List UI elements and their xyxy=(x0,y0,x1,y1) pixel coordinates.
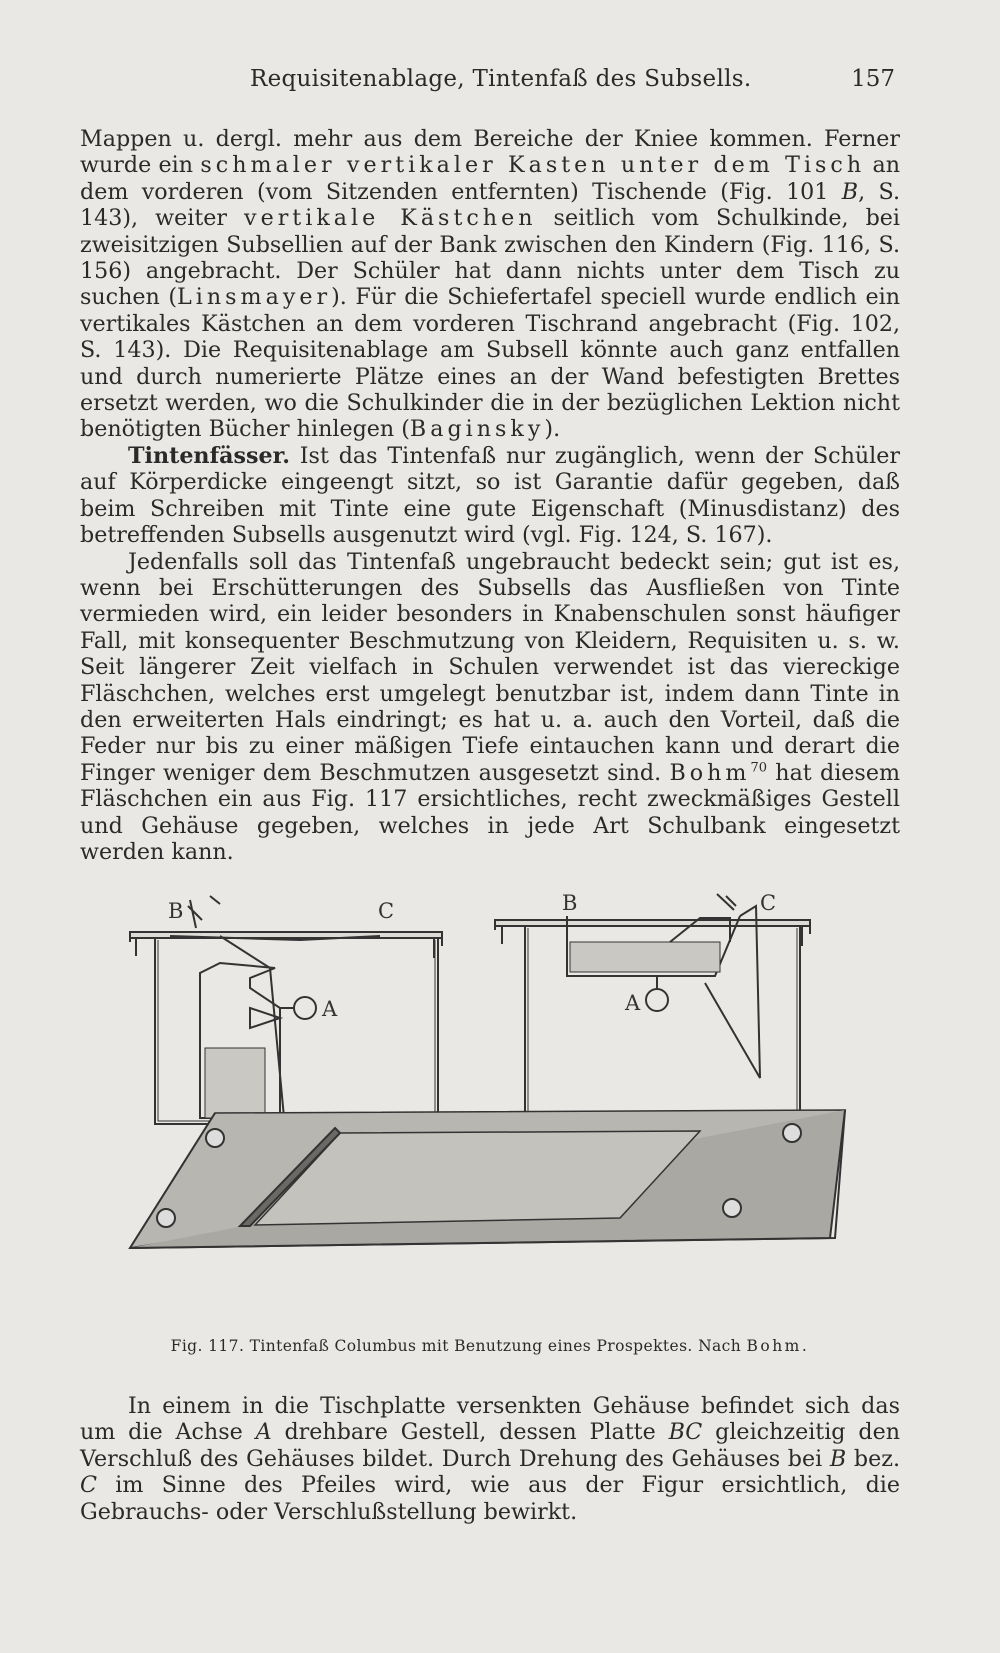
text-run: seitlich vom Schulkinde, bei zweisitzigen Subsellien auf der Bank zwischen den Kindern (Fig. 116, S. 156) angebracht. Der Schüler hat dann nichts unter dem Tisch zu suchen ( xyxy=(80,205,901,311)
label-b-right: B xyxy=(562,891,578,915)
label-a-right: A xyxy=(625,991,641,1015)
running-title: Requisitenablage, Tintenfaß des Subsells. xyxy=(250,66,752,92)
paragraph-requisitenablage xyxy=(80,126,900,443)
label-b-left: B xyxy=(168,899,184,923)
inkwell-plate-topview xyxy=(130,1110,845,1248)
caption-author: Bohm. xyxy=(746,1337,810,1355)
spaced-term: schmaler vertikaler Kasten unter dem Tisch xyxy=(200,152,866,179)
paragraph-gehaeuse xyxy=(80,1393,900,1525)
author-name: Bohm xyxy=(669,759,751,786)
text-run: hat diesem Fläschchen ein aus Fig. 117 ersichtliches, recht zweckmäßiges Gestell und Gehäuse gegeben, welches in jede Art Schulbank eingesetzt werden kann. xyxy=(80,759,900,865)
footnote-ref: 70 xyxy=(750,760,767,776)
italic-letter: B xyxy=(841,178,859,205)
text-run: im Sinne des Pfeiles wird, wie aus der Figur ersichtlich, die Gebrauchs- oder Verschlußstellung bewirkt. xyxy=(80,1472,900,1525)
text-run: drehbare Gestell, dessen Platte xyxy=(271,1419,669,1446)
body-text-bottom xyxy=(80,1393,900,1525)
text-run: Mappen u. dergl. mehr aus dem Bereiche der Kniee kommen. Ferner wurde ein xyxy=(80,126,900,179)
author-name: Linsmayer xyxy=(177,284,332,311)
label-a-left: A xyxy=(322,997,338,1021)
inkwell-closed-section xyxy=(130,896,442,1128)
section-heading: Tintenfässer. xyxy=(128,442,290,469)
text-run: gleichzeitig den Verschluß des Gehäuses bildet. Durch Drehung des Gehäuses bei xyxy=(80,1419,900,1472)
italic-letter: A xyxy=(255,1419,272,1446)
italic-letter: C xyxy=(80,1472,97,1499)
running-header xyxy=(80,66,895,100)
inkwell-illustration xyxy=(100,888,900,1318)
caption-text: Fig. 117. Tintenfaß Columbus mit Benutzung eines Prospektes. Nach xyxy=(170,1337,742,1355)
label-c-left: C xyxy=(378,899,395,923)
page-number: 157 xyxy=(851,66,895,92)
author-name: Baginsky xyxy=(409,416,545,443)
text-run: Jedenfalls soll das Tintenfaß ungebraucht bedeckt sein; gut ist es, wenn bei Erschütterungen des Subsells das Ausfließen von Tinte vermieden wird, ein leider besonders in Knabenschulen sonst häufiger Fall, mit konsequenter Beschmutzung von Kleidern, Requisiten u. s. w. Seit längerer Zeit vielfach in Schulen verwendet ist das viereckige Fläschchen, welches erst umgelegt benutzbar ist, indem dann Tinte in den erweiterten Hals eindringt; es hat u. a. auch den Vorteil, daß die Feder nur bis zu einer mäßigen Tiefe eintauchen kann und derart die Finger weniger dem Beschmutzen ausgesetzt sind. xyxy=(80,548,900,786)
inkwell-open-section xyxy=(495,894,810,1116)
figure-117 xyxy=(100,888,900,1318)
text-run: Ist das Tintenfaß nur zugänglich, wenn der Schüler auf Körperdicke eingeengt sitzt, so ist Garantie dafür gegeben, daß beim Schreiben mit Tinte eine gute Eigenschaft (Minusdistanz) des betreffenden Subsells ausgenutzt wird (vgl. Fig. 124, S. 167). xyxy=(80,442,900,549)
text-run: ). Für die Schiefertafel speciell wurde endlich ein vertikales Kästchen an dem vorderen Tischrand angebracht (Fig. 102, S. 143). Die Requisitenablage am Subsell könnte auch ganz entfallen und durch numerierte Plätze eines an der Wand befestigten Brettes ersetzt werden, wo die Schulkinder die in der bezüglichen Lektion nicht benötigten Bücher hinlegen ( xyxy=(80,284,900,443)
paragraph-jedenfalls xyxy=(80,549,900,866)
figure-caption xyxy=(80,1337,900,1355)
text-run: In einem in die Tischplatte versenkten Gehäuse befindet sich das um die Achse xyxy=(80,1393,900,1446)
text-run: an dem vorderen (vom Sitzenden entfernten) Tischende (Fig. 101 xyxy=(80,152,901,205)
text-run: , S. 143), weiter xyxy=(80,178,900,232)
spaced-term: vertikale Kästchen xyxy=(244,205,537,232)
text-run: bez. xyxy=(846,1445,900,1472)
body-text-top xyxy=(80,126,900,865)
italic-letter: BC xyxy=(668,1419,703,1446)
label-c-right: C xyxy=(760,891,777,915)
paragraph-tintenfaesser xyxy=(80,443,900,549)
italic-letter: B xyxy=(829,1445,847,1472)
text-run: ). xyxy=(544,416,561,443)
